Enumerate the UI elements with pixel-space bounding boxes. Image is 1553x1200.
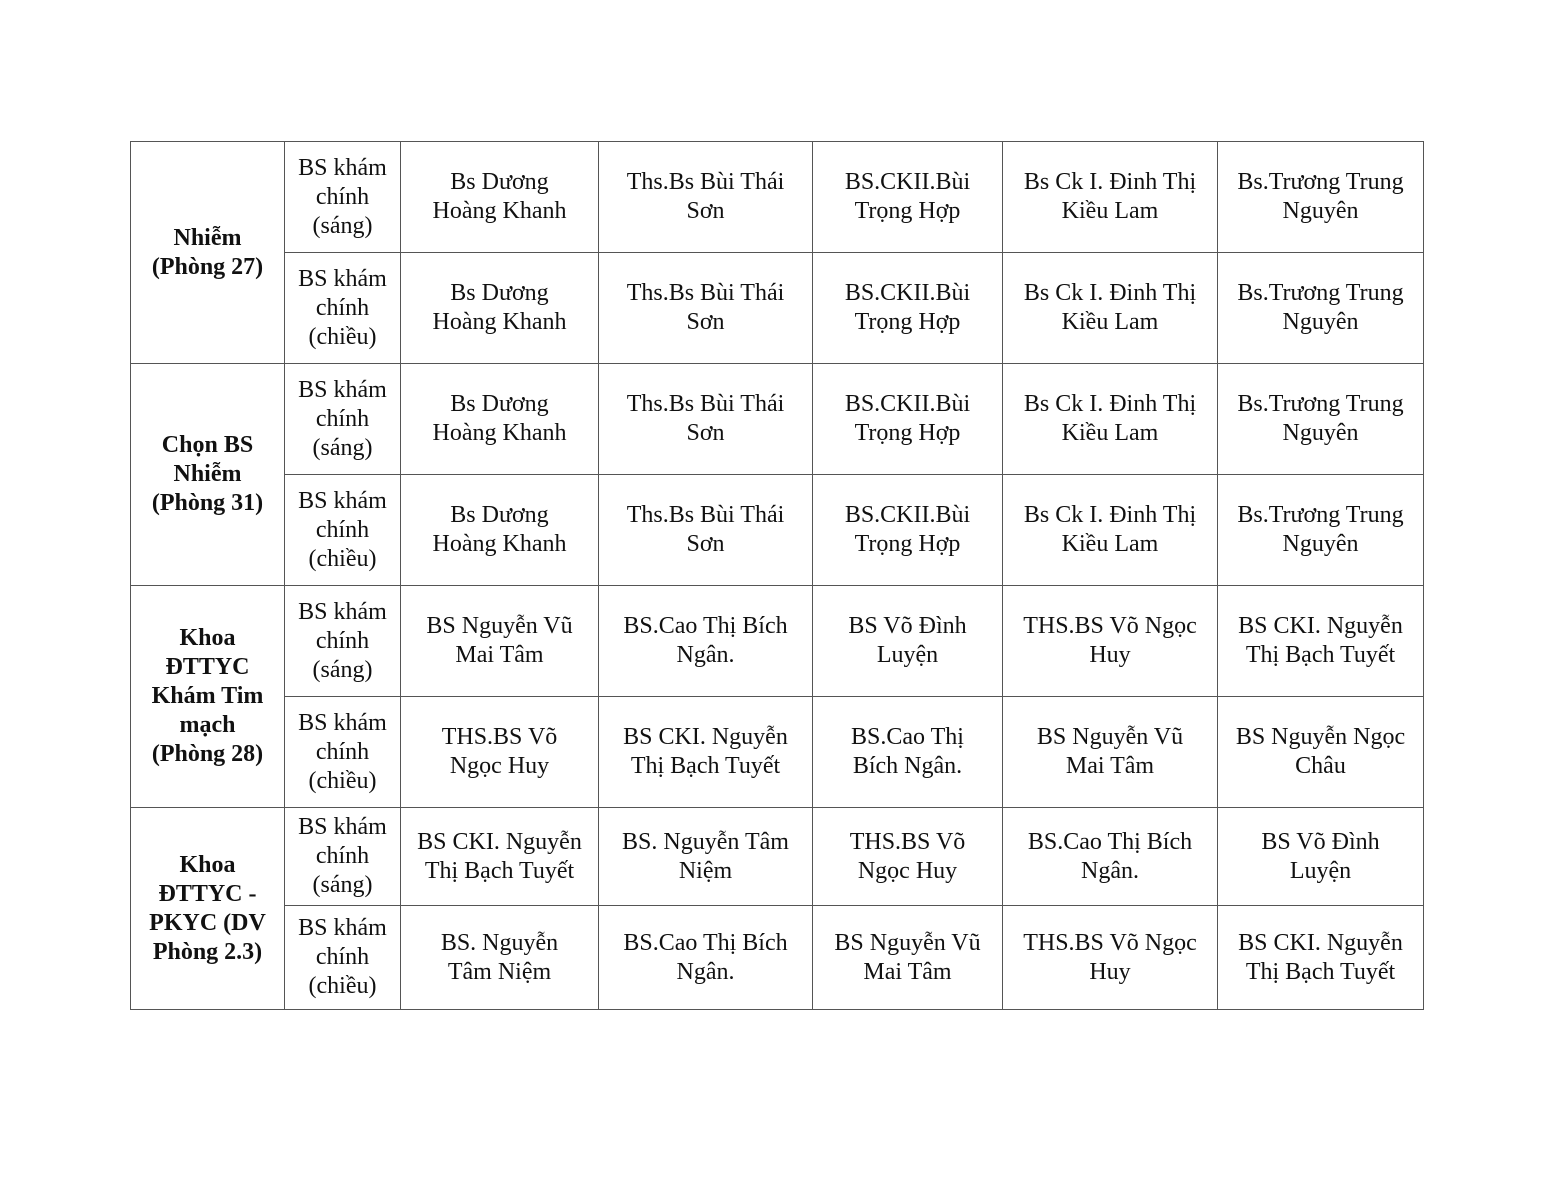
doctor-cell <box>813 808 1003 906</box>
doctor-name: BS Võ Đình Luyện <box>1261 828 1380 884</box>
doctor-cell <box>401 253 599 364</box>
doctor-cell <box>1003 697 1218 808</box>
doctor-cell <box>1003 475 1218 586</box>
doctor-name: Bs.Trương Trung Nguyên <box>1237 391 1404 446</box>
table-row <box>131 697 1424 808</box>
doctor-cell <box>1218 475 1424 586</box>
doctor-cell <box>813 364 1003 475</box>
doctor-cell <box>599 808 813 906</box>
shift-label: BS khám chính (chiều) <box>298 709 387 794</box>
doctor-cell <box>599 475 813 586</box>
doctor-cell <box>1218 808 1424 906</box>
doctor-name: Bs.Trương Trung Nguyên <box>1237 280 1404 335</box>
doctor-name: BS CKI. Nguyễn Thị Bạch Tuyết <box>623 724 788 779</box>
doctor-cell <box>401 142 599 253</box>
doctor-cell <box>1003 906 1218 1010</box>
doctor-name: Ths.Bs Bùi Thái Sơn <box>626 502 785 557</box>
doctor-name: THS.BS Võ Ngọc Huy <box>1023 613 1197 668</box>
doctor-name: Ths.Bs Bùi Thái Sơn <box>626 391 785 446</box>
shift-cell <box>285 808 401 906</box>
doctor-name: Ths.Bs Bùi Thái Sơn <box>626 280 785 335</box>
shift-cell <box>285 253 401 364</box>
doctor-name: BS Nguyễn Vũ Mai Tâm <box>1036 724 1184 779</box>
doctor-name: BS.Cao Thị Bích Ngân. <box>623 929 788 985</box>
doctor-name: Bs Dương Hoàng Khanh <box>432 502 567 557</box>
table-row <box>131 475 1424 586</box>
table-row <box>131 142 1424 253</box>
doctor-name: BS CKI. Nguyễn Thị Bạch Tuyết <box>1238 613 1403 668</box>
shift-cell <box>285 142 401 253</box>
doctor-cell <box>1218 142 1424 253</box>
table-row <box>131 586 1424 697</box>
shift-cell <box>285 906 401 1010</box>
doctor-name: Bs Dương Hoàng Khanh <box>432 280 567 335</box>
doctor-name: BS.CKII.Bùi Trọng Hợp <box>844 169 971 224</box>
doctor-name: BS Nguyễn Ngọc Châu <box>1235 724 1406 779</box>
doctor-name: THS.BS Võ Ngọc Huy <box>849 828 966 884</box>
department-name: Khoa ĐTTYC Khám Tim mạch (Phòng 28) <box>151 625 264 767</box>
doctor-cell <box>813 142 1003 253</box>
doctor-name: Bs.Trương Trung Nguyên <box>1237 502 1404 557</box>
doctor-name: THS.BS Võ Ngọc Huy <box>441 724 558 779</box>
doctor-cell <box>401 586 599 697</box>
doctor-cell <box>1003 364 1218 475</box>
doctor-cell <box>401 906 599 1010</box>
shift-label: BS khám chính (sáng) <box>298 598 387 683</box>
doctor-cell <box>401 808 599 906</box>
doctor-name: BS Nguyễn Vũ Mai Tâm <box>426 613 573 668</box>
doctor-name: Bs Dương Hoàng Khanh <box>432 169 567 224</box>
doctor-schedule-table <box>130 141 1424 1010</box>
shift-cell <box>285 364 401 475</box>
doctor-name: BS Võ Đình Luyện <box>848 613 967 668</box>
doctor-cell <box>1218 364 1424 475</box>
doctor-name: BS.CKII.Bùi Trọng Hợp <box>844 391 971 446</box>
doctor-cell <box>1003 142 1218 253</box>
shift-label: BS khám chính (sáng) <box>298 814 387 898</box>
doctor-name: BS CKI. Nguyễn Thị Bạch Tuyết <box>417 828 582 884</box>
shift-label: BS khám chính (sáng) <box>298 154 387 239</box>
doctor-name: BS. Nguyễn Tâm Niệm <box>622 828 789 884</box>
department-cell <box>131 142 285 364</box>
table-row <box>131 253 1424 364</box>
shift-cell <box>285 586 401 697</box>
shift-label: BS khám chính (sáng) <box>298 376 387 461</box>
doctor-cell <box>1218 697 1424 808</box>
department-name: Nhiễm (Phòng 27) <box>151 224 264 280</box>
doctor-cell <box>599 906 813 1010</box>
doctor-name: Ths.Bs Bùi Thái Sơn <box>626 169 785 224</box>
doctor-name: Bs Ck I. Đinh Thị Kiều Lam <box>1023 169 1197 224</box>
department-cell <box>131 808 285 1010</box>
doctor-name: BS Nguyễn Vũ Mai Tâm <box>834 929 981 985</box>
table-row <box>131 906 1424 1010</box>
doctor-cell <box>599 586 813 697</box>
shift-cell <box>285 475 401 586</box>
doctor-name: Bs Ck I. Đinh Thị Kiều Lam <box>1023 280 1197 335</box>
department-cell <box>131 364 285 586</box>
doctor-name: BS.CKII.Bùi Trọng Hợp <box>844 280 971 335</box>
doctor-cell <box>401 697 599 808</box>
department-cell <box>131 586 285 808</box>
doctor-cell <box>813 906 1003 1010</box>
doctor-cell <box>1218 253 1424 364</box>
doctor-cell <box>1218 906 1424 1010</box>
doctor-cell <box>813 475 1003 586</box>
doctor-cell <box>599 697 813 808</box>
doctor-name: Bs Ck I. Đinh Thị Kiều Lam <box>1023 391 1197 446</box>
doctor-name: BS.Cao Thị Bích Ngân. <box>1027 828 1193 884</box>
shift-cell <box>285 697 401 808</box>
doctor-cell <box>1218 586 1424 697</box>
doctor-name: Bs Dương Hoàng Khanh <box>432 391 567 446</box>
doctor-cell <box>1003 586 1218 697</box>
table-row <box>131 808 1424 906</box>
doctor-name: BS CKI. Nguyễn Thị Bạch Tuyết <box>1238 929 1403 985</box>
shift-label: BS khám chính (chiều) <box>298 265 387 350</box>
doctor-cell <box>1003 253 1218 364</box>
doctor-name: BS.Cao Thị Bích Ngân. <box>623 613 788 668</box>
doctor-name: BS. Nguyễn Tâm Niệm <box>440 929 559 985</box>
doctor-cell <box>599 364 813 475</box>
doctor-name: THS.BS Võ Ngọc Huy <box>1023 929 1197 985</box>
department-name: Chọn BS Nhiễm (Phòng 31) <box>151 432 264 516</box>
doctor-cell <box>813 586 1003 697</box>
doctor-cell <box>599 253 813 364</box>
shift-label: BS khám chính (chiều) <box>298 915 387 999</box>
department-name: Khoa ĐTTYC - PKYC (DV Phòng 2.3) <box>149 851 266 965</box>
table-row <box>131 364 1424 475</box>
doctor-cell <box>813 697 1003 808</box>
doctor-cell <box>813 253 1003 364</box>
doctor-name: Bs Ck I. Đinh Thị Kiều Lam <box>1023 502 1197 557</box>
doctor-name: Bs.Trương Trung Nguyên <box>1237 169 1404 224</box>
doctor-cell <box>401 475 599 586</box>
doctor-cell <box>1003 808 1218 906</box>
doctor-name: BS.CKII.Bùi Trọng Hợp <box>844 502 971 557</box>
doctor-cell <box>599 142 813 253</box>
doctor-cell <box>401 364 599 475</box>
doctor-name: BS.Cao Thị Bích Ngân. <box>851 724 964 779</box>
shift-label: BS khám chính (chiều) <box>298 487 387 572</box>
